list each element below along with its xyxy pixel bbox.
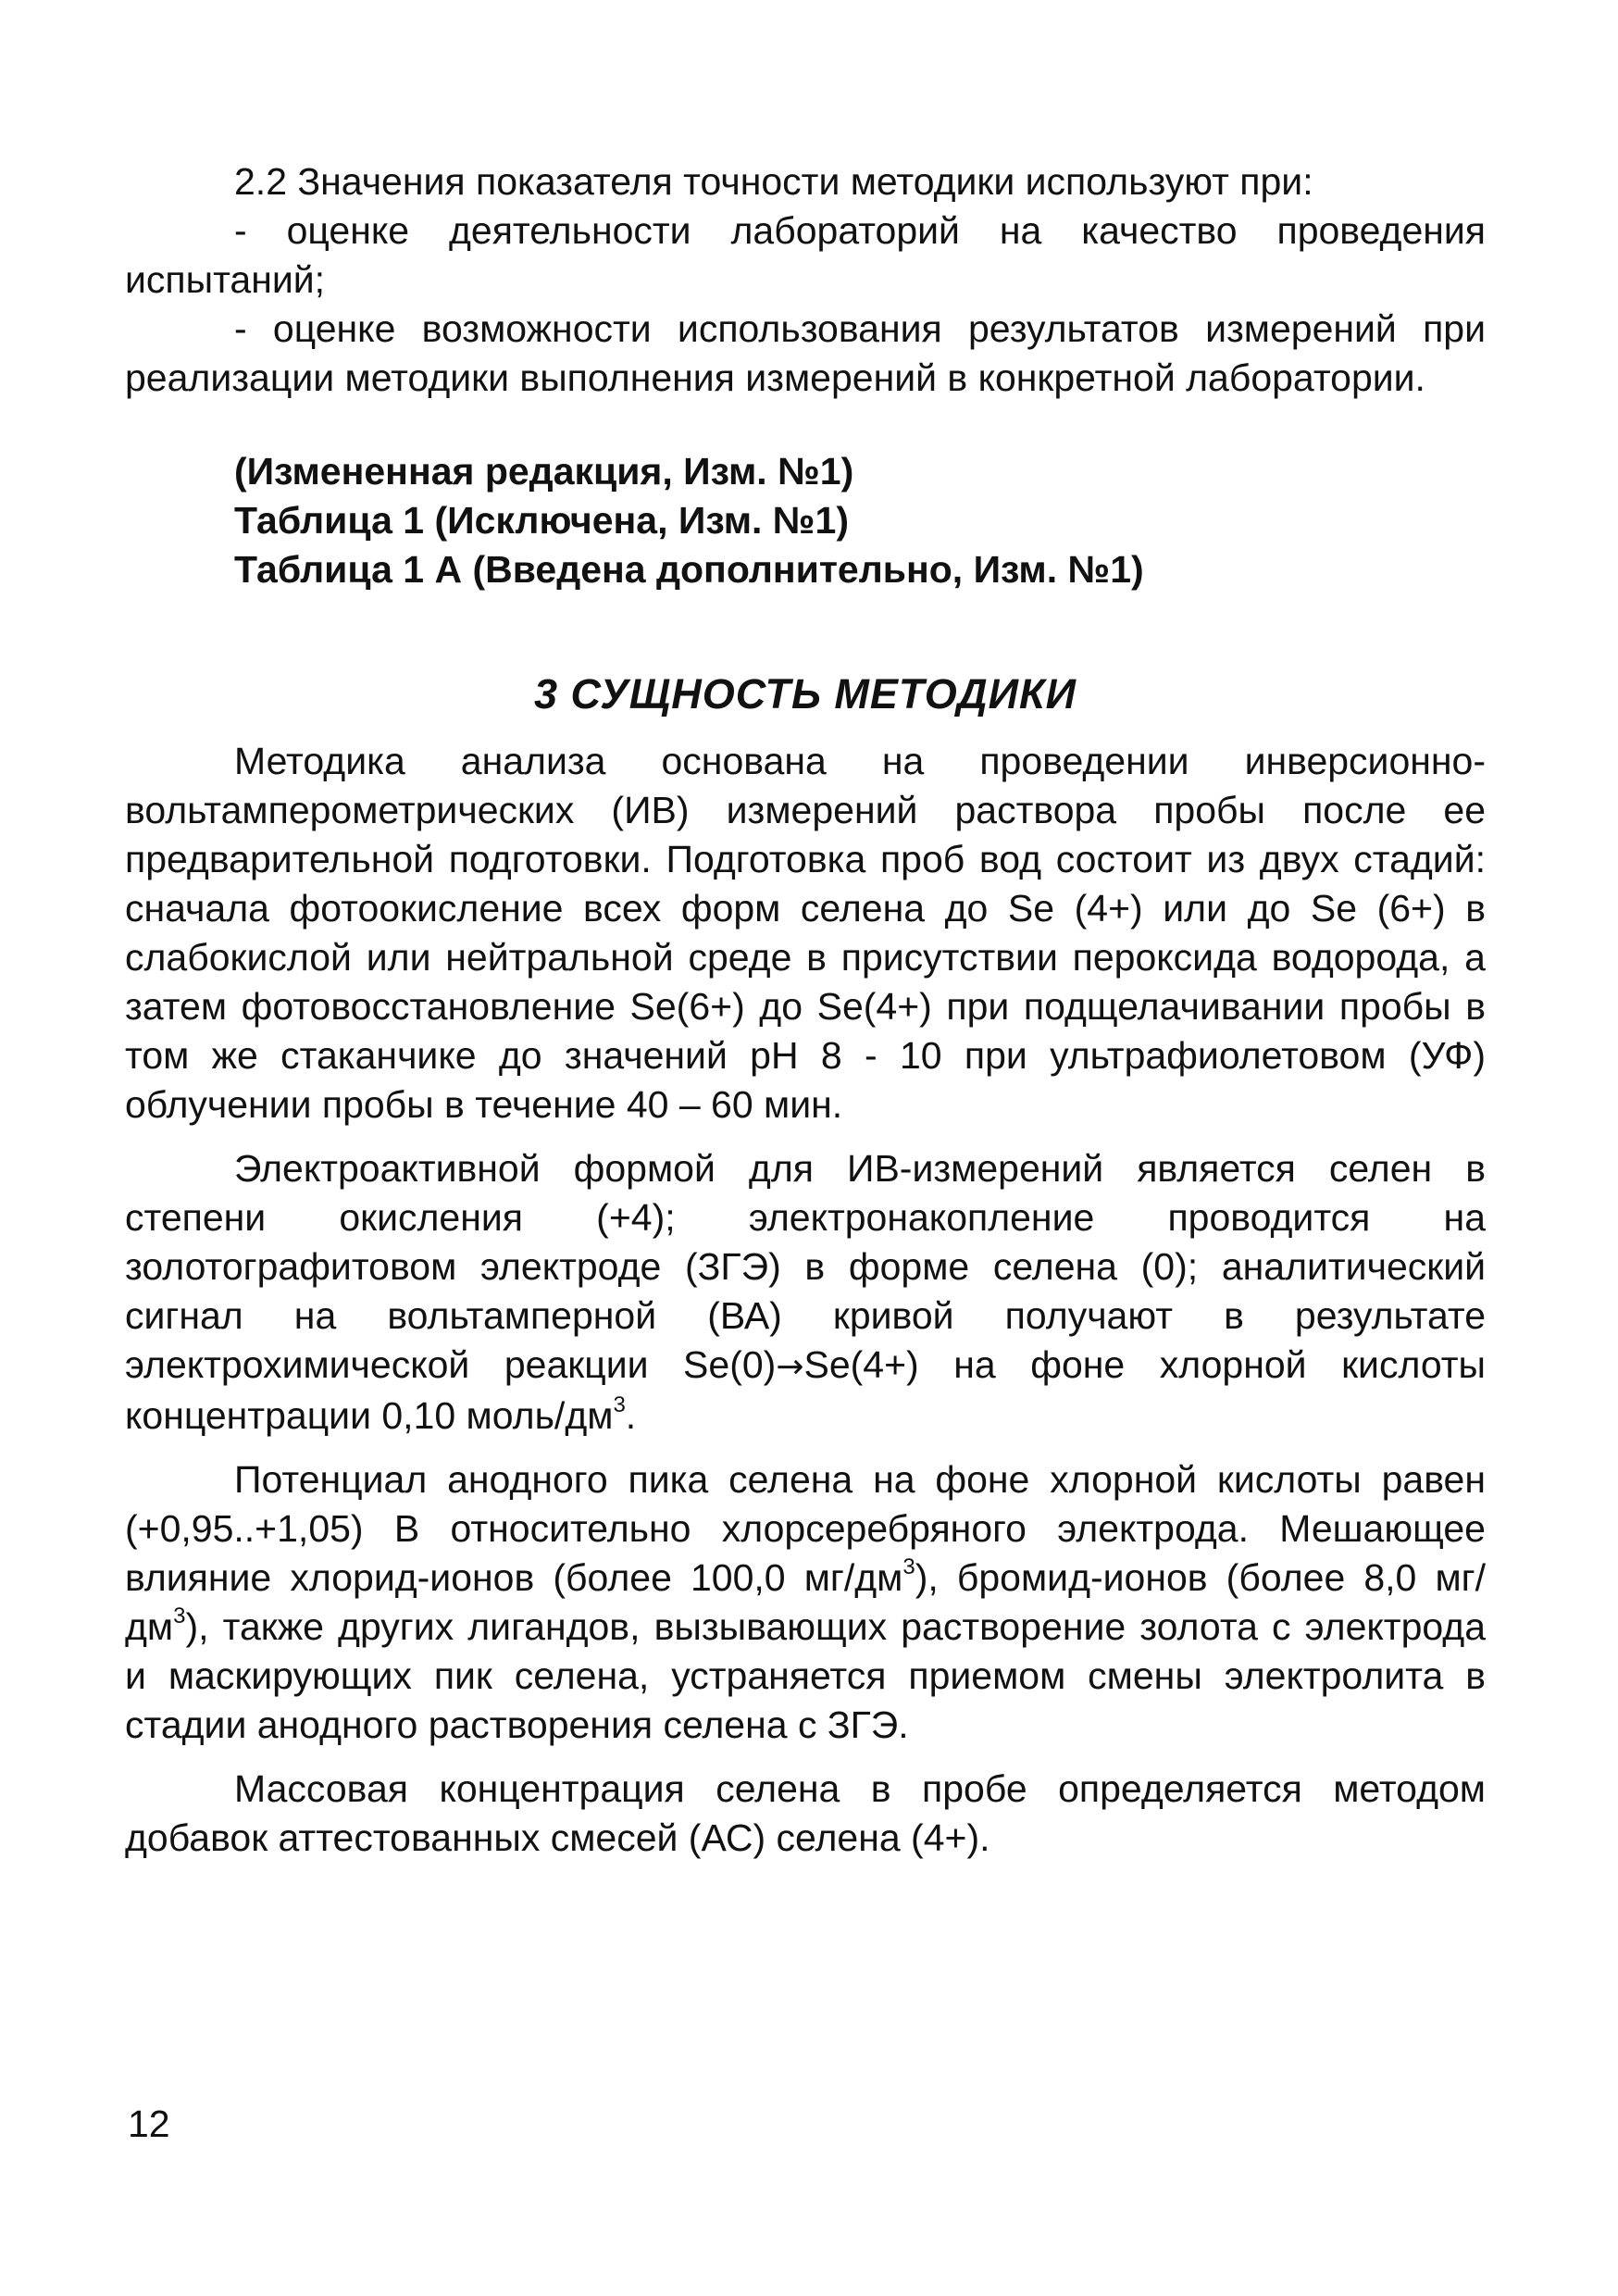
paragraph-2-text-a: Электроактивной формой для ИВ-измерений является селен в степени окисления (+4); электронакопление проводится на золотографитовом электроде (ЗГЭ) в форме селена (0); аналитический сигнал на вольтамперной (ВА) кривой получают в результате электрохимической реакции Se(0): [125, 1147, 1486, 1386]
reaction-arrow-icon: →: [776, 1348, 804, 1386]
page-number: 12: [128, 2103, 170, 2145]
section-3-paragraph-1: Методика анализа основана на проведении инверсионно-вольтамперометрических (ИВ) измерений раствора пробы после ее предварительной подготовки. Подготовка проб вод состоит из двух стадий: сначала фотоокисление всех форм селена до Se (4+) или до Se (6+) в слабокислой или нейтральной среде в присутствии пероксида водорода, а затем фотовосстановление Se(6+) до Se(4+) при подщелачивании пробы в том же стаканчике до значений pH 8 - 10 при ультрафиолетовом (УФ) облучении пробы в течение 40 – 60 мин.: [125, 740, 1486, 1126]
amendment-notes: [125, 447, 1486, 594]
paragraph-3-text-a: Потенциал анодного пика селена на фоне хлорной кислоты равен (+0,95..+1,05) В относительно хлорсеребряного электрода. Мешающее влияние хлорид-ионов (более 100,0 мг/дм: [125, 1458, 1486, 1599]
section-2-2-item-2: - оценке возможности использования результатов измерений при реализации методики выполнения измерений в конкретной лаборатории.: [125, 307, 1486, 399]
amendment-note-1: (Измененная редакция, Изм. №1): [234, 450, 854, 493]
section-2-2-intro: 2.2 Значения показателя точности методики используют при:: [234, 160, 1313, 203]
paragraph-3-superscript-1: 3: [902, 1554, 915, 1579]
paragraph-3-text-c: ), также других лигандов, вызывающих растворение золота с электрода и маскирующих пик селена, устраняется приемом смены электролита в стадии анодного растворения селена с ЗГЭ.: [125, 1605, 1486, 1746]
paragraph-2-text-b: Se(4+) на фоне хлорной кислоты концентрации 0,10 моль/дм: [125, 1343, 1486, 1437]
paragraph-3-superscript-2: 3: [173, 1603, 186, 1628]
paragraph-2-text-c: .: [625, 1394, 637, 1437]
section-3-paragraph-3: [125, 1455, 1486, 1750]
section-3-paragraph-4: Массовая концентрация селена в пробе определяется методом добавок аттестованных смесей (АС) селена (4+).: [125, 1767, 1486, 1859]
amendment-note-3: Таблица 1 А (Введена дополнительно, Изм. №1): [234, 548, 1144, 591]
section-3-paragraph-2: [125, 1144, 1486, 1441]
section-2-2-item-1: - оценке деятельности лабораторий на качество проведения испытаний;: [125, 209, 1486, 301]
paragraph-3-text-b: ), бромид-ионов (более 8,0 мг/дм: [125, 1556, 1486, 1648]
section-3-title: 3 СУЩНОСТЬ МЕТОДИКИ: [533, 670, 1077, 718]
amendment-note-2: Таблица 1 (Исключена, Изм. №1): [234, 499, 849, 542]
paragraph-2-superscript: 3: [613, 1392, 626, 1417]
page-content: [125, 157, 1486, 1863]
